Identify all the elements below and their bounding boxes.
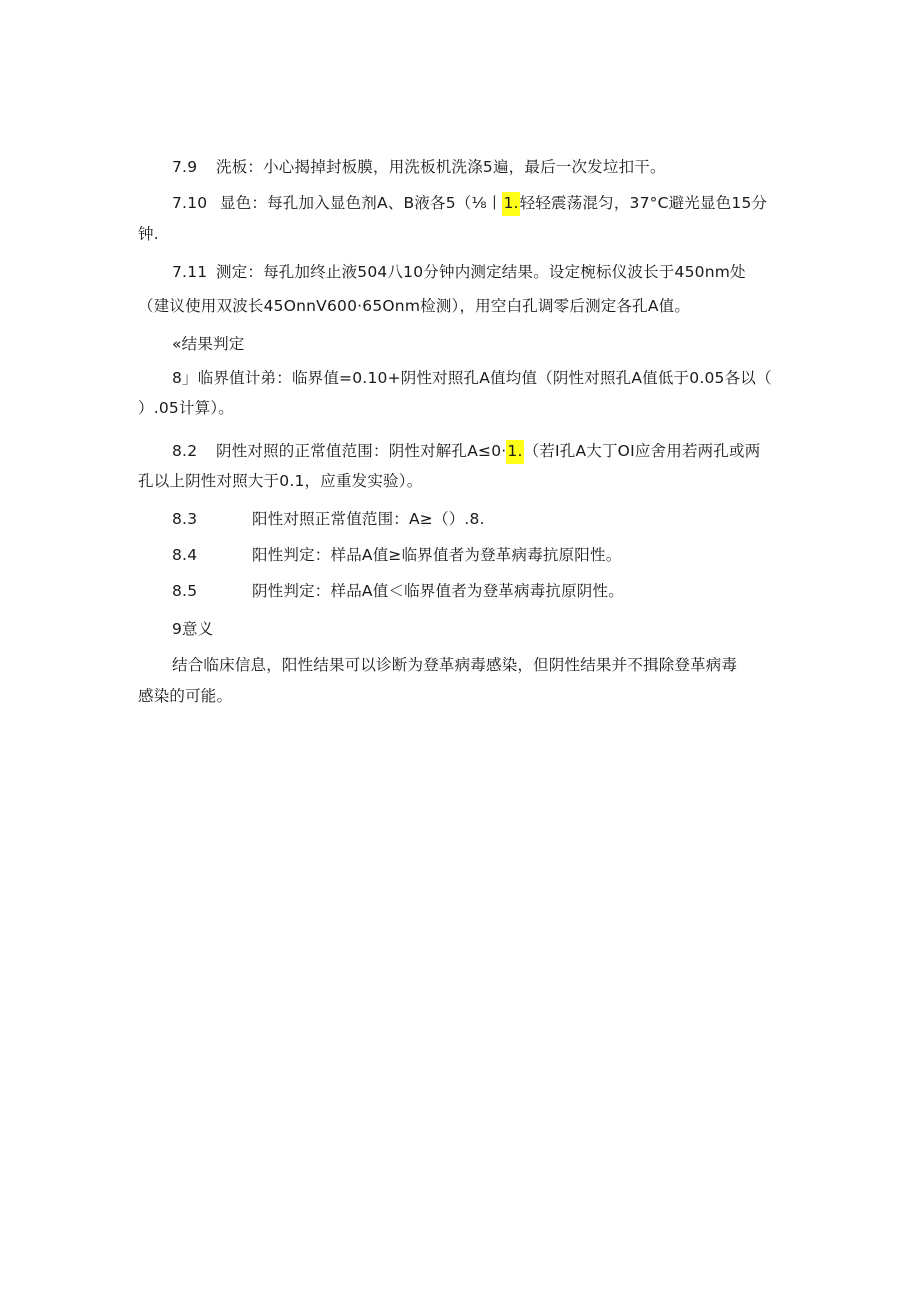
paragraph-text: 洗板：小心揭掉封板膜，用洗板机洗涤5遍，最后一次发垃扣干。 xyxy=(216,158,666,176)
paragraph-7-9 xyxy=(172,160,666,176)
paragraph-7-11-continuation: （建议使用双波长45OnnV600·65Onm检测），用空白孔调零后测定各孔A值。 xyxy=(138,297,691,315)
paragraph-text: 阴性判定：样品A值＜临界值者为登革病毒抗原阴性。 xyxy=(252,582,624,600)
paragraph-8-2-continuation: 孔以上阴性对照大于0.1，应重发实验）。 xyxy=(138,472,423,490)
paragraph-text: 轻轻震荡混匀，37°C避光显色15分 xyxy=(519,194,768,212)
paragraph-7-11 xyxy=(172,265,746,281)
highlighted-text: 1. xyxy=(502,192,519,216)
paragraph-7-10 xyxy=(172,196,767,212)
paragraph-8-5 xyxy=(172,584,624,600)
paragraph-7-10-continuation: 钟. xyxy=(138,225,159,243)
paragraph-8-2 xyxy=(172,444,760,460)
paragraph-text: 阳性判定：样品A值≥临界值者为登革病毒抗原阳性。 xyxy=(252,546,622,564)
paragraph-8-1-continuation: ）.05计算）。 xyxy=(138,399,235,417)
section-number: 7.11 xyxy=(172,263,208,281)
paragraph-9-continuation: 感染的可能。 xyxy=(138,687,233,705)
paragraph-8-3 xyxy=(172,512,485,528)
section-number: 8.5 xyxy=(172,582,198,600)
section-number: 8.3 xyxy=(172,510,198,528)
section-number: 8.4 xyxy=(172,546,198,564)
paragraph-9: 结合临床信息，阳性结果可以诊断为登革病毒感染，但阴性结果并不揖除登革病毒 xyxy=(172,656,738,674)
section-number: 8.2 xyxy=(172,442,198,460)
paragraph-text: （若I孔A大丁OI应舍用若两孔或两 xyxy=(523,442,761,460)
section-heading-9: 9意义 xyxy=(172,620,214,638)
paragraph-text: 阳性对照正常值范围：A≥（）.8. xyxy=(252,510,485,528)
paragraph-text: 阴性对照的正常值范围：阴性对解孔A≤0· xyxy=(216,442,507,460)
paragraph-8-1: 8」临界值计弟：临界值=0.10+阴性对照孔A值均值（阴性对照孔A值低于0.05各以（ xyxy=(172,369,772,387)
highlighted-text: 1. xyxy=(506,440,523,464)
paragraph-8-4 xyxy=(172,548,621,564)
paragraph-text: 显色：每孔加入显色剂A、B液各5（⅛丨 xyxy=(220,194,503,212)
section-heading-8: «结果判定 xyxy=(172,335,245,353)
section-number: 7.9 xyxy=(172,158,198,176)
paragraph-text: 测定：每孔加终止液504八10分钟内测定结果。设定椀标仪波长于450nm处 xyxy=(216,263,746,281)
section-number: 7.10 xyxy=(172,194,208,212)
